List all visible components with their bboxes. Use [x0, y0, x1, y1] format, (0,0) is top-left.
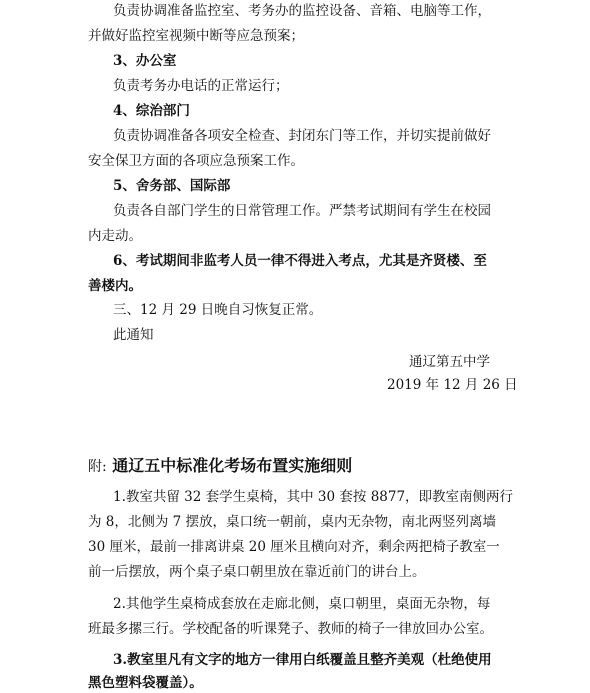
rule-line: 班最多摞三行。学校配备的听课凳子、教师的椅子一律放回办公室。: [88, 621, 493, 637]
paragraph-line: 并做好监控室视频中断等应急预案；: [88, 28, 304, 44]
appendix-title: [88, 456, 352, 477]
paragraph-line: 内走动。: [88, 228, 142, 244]
signature-org: 通辽第五中学: [409, 354, 490, 370]
rule-line: 2.其他学生桌椅成套放在走廊北侧，桌口朝里，桌面无杂物，每: [113, 596, 491, 612]
rule-line: 前一后摆放，两个桌子桌口朝里放在靠近前门的讲台上。: [88, 564, 426, 580]
paragraph-line: 负责考务办电话的正常运行；: [113, 78, 289, 94]
rule-line-bold: 黑色塑料袋覆盖）。: [88, 675, 203, 691]
rule-line: 1.教室共留 32 套学生桌椅，其中 30 套按 8877，即教室南侧两行: [113, 489, 514, 505]
paragraph-line: 负责协调准备监控室、考务办的监控设备、音箱、电脑等工作，: [113, 3, 491, 19]
rule-line-bold: 3.教室里凡有文字的地方一律用白纸覆盖且整齐美观（杜绝使用: [113, 652, 492, 668]
paragraph-line: 负责协调准备各项安全检查、封闭东门等工作，并切实提前做好: [113, 128, 491, 144]
rule-line: 30 厘米，最前一排离讲桌 20 厘米且横向对齐，剩余两把椅子教室一: [88, 539, 500, 555]
appendix-title-text: 通辽五中标准化考场布置实施细则: [112, 456, 353, 475]
heading-dormitory: 5、舍务部、国际部: [113, 178, 231, 194]
heading-office: 3、办公室: [113, 53, 177, 69]
appendix-prefix: 附:: [88, 459, 107, 475]
signature-date: 2019 年 12 月 26 日: [387, 377, 518, 393]
item-three: 三、12 月 29 日晚自习恢复正常。: [113, 302, 323, 318]
heading-security: 4、综治部门: [113, 103, 190, 119]
notice-text: 此通知: [113, 327, 154, 343]
paragraph-line: 负责各自部门学生的日常管理工作。严禁考试期间有学生在校园: [113, 203, 491, 219]
rule-line: 为 8，北侧为 7 摆放，桌口统一朝前，桌内无杂物，南北两竖列离墙: [88, 514, 497, 530]
paragraph-line: 安全保卫方面的各项应急预案工作。: [88, 153, 304, 169]
heading-rule-six-cont: 善楼内。: [88, 278, 142, 294]
heading-rule-six: 6、考试期间非监考人员一律不得进入考点，尤其是齐贤楼、至: [113, 253, 487, 269]
